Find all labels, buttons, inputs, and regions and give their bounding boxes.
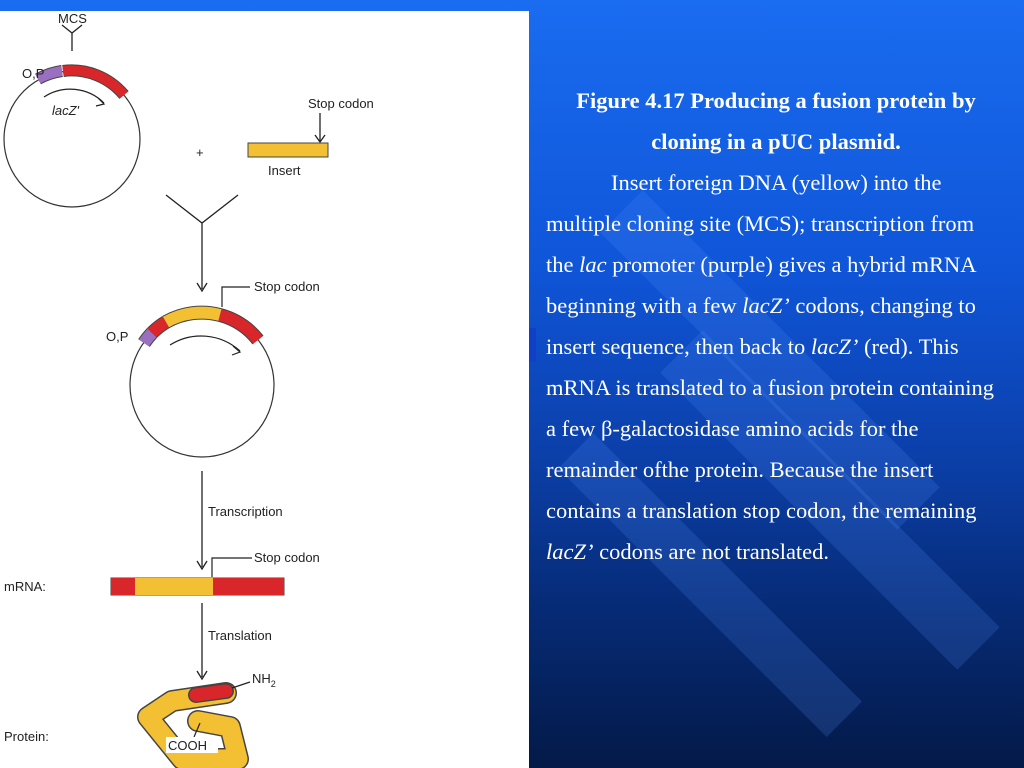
protein-label: Protein:	[4, 729, 49, 744]
stop-codon-label-mrna: Stop codon	[254, 550, 320, 565]
caption-title: Figure 4.17 Producing a fusion protein by cloning in a pUC plasmid.	[576, 88, 976, 154]
stop-codon-arrow-insert	[315, 113, 325, 142]
caption-text-run: promoter (purple) gives a hybrid mRNA beginning with a few	[546, 252, 976, 318]
stop-codon-pointer-mrna	[212, 558, 252, 577]
diagram-svg	[0, 11, 529, 768]
stop-codon-label-insert: Stop codon	[308, 96, 374, 111]
insert-label: Insert	[268, 163, 301, 178]
mrna-lacz-end	[213, 578, 284, 595]
caption-italic-term: lacZ’	[546, 539, 594, 564]
translation-label: Translation	[208, 628, 272, 643]
ligation-arrow	[166, 195, 238, 291]
nh2-pointer	[232, 682, 250, 688]
insert-segment-mid	[166, 313, 220, 322]
lacz-label-top: lacZ'	[52, 103, 80, 118]
translation-arrow	[197, 603, 207, 679]
caption-italic-term: lacZ’	[742, 293, 790, 318]
caption-text-run: (red). This mRNA is translated to a fusion protein containing a few β-galactosidase amino acids for the remainder ofthe protein. Because the insert contains a translation stop codon, the remaining	[546, 334, 995, 523]
insert-bar	[248, 143, 328, 157]
caption-text-run: codons, changing to insert sequence, then back to	[546, 293, 976, 359]
fusion-protein-diagram	[0, 11, 529, 768]
mcs-pointer	[62, 25, 82, 51]
caption-text-run: codons are not translated.	[593, 539, 830, 564]
arrowhead	[96, 98, 104, 106]
cooh-label: COOH	[168, 738, 207, 753]
caption-italic-term: lac	[579, 252, 607, 277]
mrna-insert	[135, 578, 213, 595]
plus-sign: +	[196, 145, 204, 160]
transcription-arrow-top	[44, 89, 104, 103]
transcription-arrow-mid	[170, 336, 240, 351]
op-label-top: O,P	[22, 66, 45, 81]
lacz-segment-top	[63, 70, 124, 95]
caption-body	[546, 162, 1006, 572]
mrna-label: mRNA:	[4, 579, 46, 594]
transcription-arrow	[197, 471, 207, 569]
transcription-label: Transcription	[208, 504, 283, 519]
figure-caption	[546, 80, 1006, 572]
stop-codon-pointer-recombinant	[222, 287, 250, 307]
protein-nterm	[196, 691, 226, 695]
mrna-lacz-start	[111, 578, 135, 595]
side-marker	[528, 328, 536, 362]
op-label-mid: O,P	[106, 329, 129, 344]
mcs-label: MCS	[58, 11, 87, 26]
lacz-right-segment	[220, 315, 258, 340]
caption-text-run: Insert foreign DNA (yellow) into the multiple cloning site (MCS); transcription from the	[546, 170, 975, 277]
caption-italic-term: lacZ’	[810, 334, 859, 359]
stop-codon-label-recombinant: Stop codon	[254, 279, 320, 294]
nh2-label: $NH_2$	[252, 671, 276, 689]
promoter-segment-mid	[144, 333, 152, 343]
